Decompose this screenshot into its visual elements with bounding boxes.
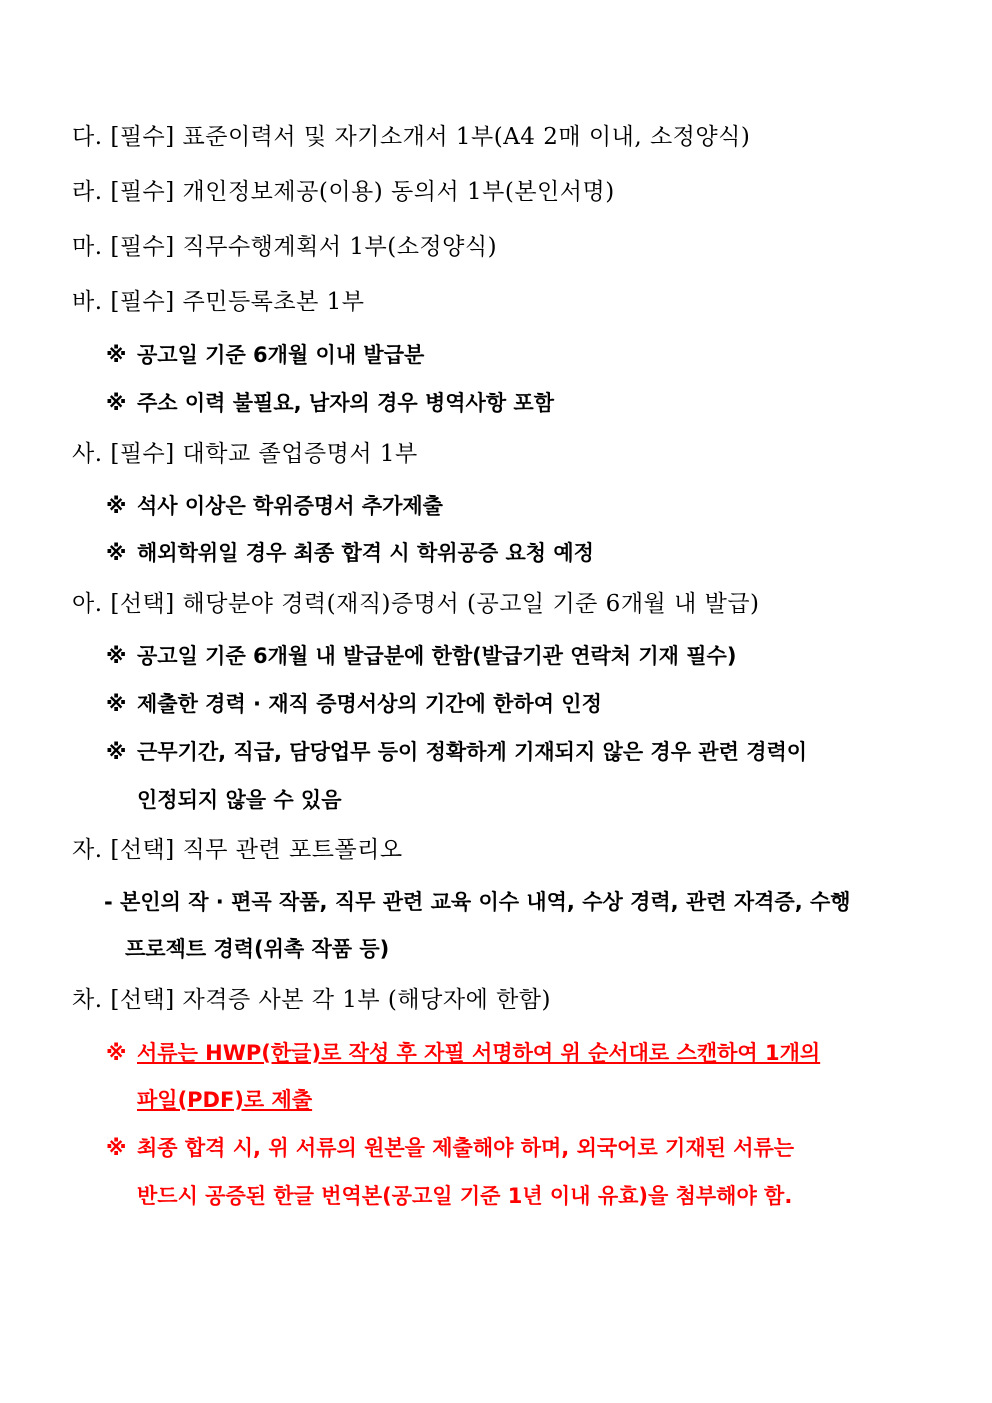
note-text: 공고일 기준 6개월 내 발급분에 한함(발급기관 연락처 기재 필수)	[137, 644, 737, 668]
note-sa-1	[106, 490, 443, 520]
item-ja: 자. [선택] 직무 관련 포트폴리오	[72, 837, 403, 863]
red-note-2	[106, 1132, 794, 1162]
note-sa-2	[106, 537, 594, 567]
note-text: 해외학위일 경우 최종 합격 시 학위공증 요청 예정	[137, 541, 594, 565]
red-note-2-continued: 반드시 공증된 한글 번역본(공고일 기준 1년 이내 유효)을 첨부해야 함.	[137, 1184, 793, 1208]
note-text: 서류는 HWP(한글)로 작성 후 자필 서명하여 위 순서대로 스캔하여 1개의	[137, 1041, 821, 1065]
note-ba-2	[106, 387, 554, 417]
note-text: 파일(PDF)로 제출	[137, 1088, 313, 1112]
item-ra: 라. [필수] 개인정보제공(이용) 동의서 1부(본인서명)	[72, 179, 615, 205]
note-text: 본인의 작 · 편곡 작품, 직무 관련 교육 이수 내역, 수상 경력, 관련 자격증, 수행	[120, 890, 851, 914]
note-a-3	[106, 736, 807, 766]
red-note-1-continued	[137, 1084, 312, 1114]
note-text: 공고일 기준 6개월 이내 발급분	[137, 343, 425, 367]
item-da: 다. [필수] 표준이력서 및 자기소개서 1부(A4 2매 이내, 소정양식)	[72, 124, 751, 150]
reference-mark: ※	[106, 740, 127, 764]
item-ma: 마. [필수] 직무수행계획서 1부(소정양식)	[72, 234, 498, 260]
reference-mark: ※	[106, 1041, 127, 1065]
note-ba-1	[106, 339, 424, 369]
note-text: 제출한 경력 · 재직 증명서상의 기간에 한하여 인정	[137, 692, 602, 716]
note-a-3-continued: 인정되지 않을 수 있음	[137, 788, 342, 812]
dash-mark: -	[104, 890, 113, 914]
reference-mark: ※	[106, 541, 127, 565]
note-ja-continued: 프로젝트 경력(위촉 작품 등)	[125, 937, 390, 961]
note-text: 최종 합격 시, 위 서류의 원본을 제출해야 하며, 외국어로 기재된 서류는	[137, 1136, 795, 1160]
note-a-2	[106, 688, 602, 718]
item-cha: 차. [선택] 자격증 사본 각 1부 (해당자에 한함)	[72, 987, 552, 1013]
item-ba: 바. [필수] 주민등록초본 1부	[72, 289, 365, 315]
reference-mark: ※	[106, 644, 127, 668]
note-a-1	[106, 640, 736, 670]
item-sa: 사. [필수] 대학교 졸업증명서 1부	[72, 441, 418, 467]
reference-mark: ※	[106, 692, 127, 716]
red-note-1	[106, 1037, 820, 1067]
note-ja	[104, 886, 851, 916]
reference-mark: ※	[106, 391, 127, 415]
note-text: 주소 이력 불필요, 남자의 경우 병역사항 포함	[137, 391, 554, 415]
reference-mark: ※	[106, 1136, 127, 1160]
note-text: 근무기간, 직급, 담당업무 등이 정확하게 기재되지 않은 경우 관련 경력이	[137, 740, 808, 764]
note-text: 석사 이상은 학위증명서 추가제출	[137, 494, 443, 518]
reference-mark: ※	[106, 494, 127, 518]
item-a: 아. [선택] 해당분야 경력(재직)증명서 (공고일 기준 6개월 내 발급)	[72, 591, 760, 617]
reference-mark: ※	[106, 343, 127, 367]
